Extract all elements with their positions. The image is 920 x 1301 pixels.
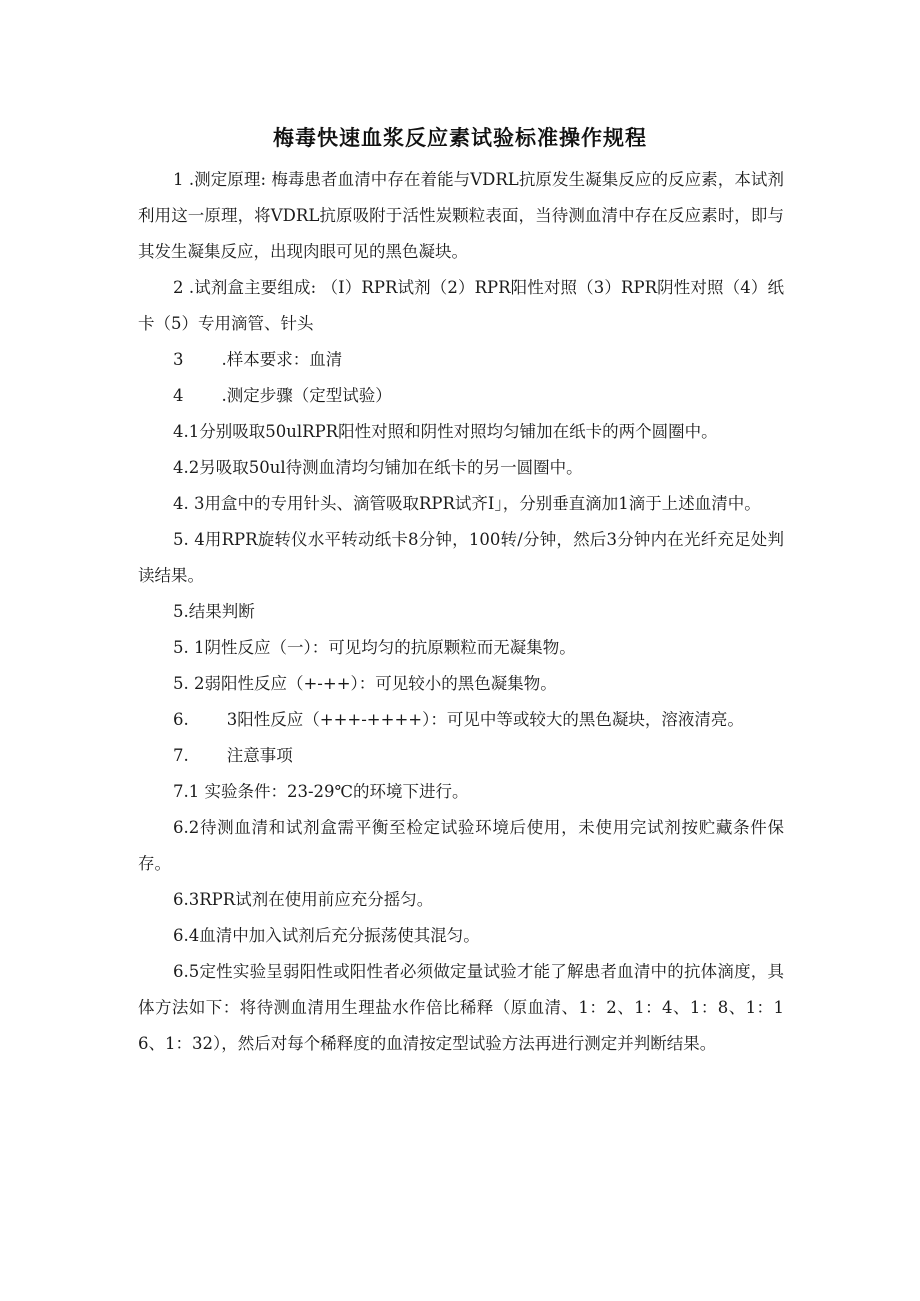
step-4-1: 4.1分别吸取50ulRPR阳性对照和阴性对照均匀铺加在纸卡的两个圆圈中。 — [173, 422, 718, 441]
section-7-notes — [138, 738, 784, 774]
result-5-2: 5. 2弱阳性反应（+-++）：可见较小的黑色凝集物。 — [173, 674, 557, 693]
section-4-procedure — [138, 378, 784, 414]
result-5-1: 5. 1阴性反应（一）：可见均匀的抗原颗粒而无凝集物。 — [173, 638, 576, 657]
section-2-kit-components: 2 .试剂盒主要组成: （I）RPR试剂（2）RPR阳性对照（3）RPR阴性对照（4）纸卡（5）专用滴管、针头 — [138, 278, 784, 333]
section-4-text: .测定步骤（定型试验） — [221, 386, 392, 405]
section-7-text: 注意事项 — [226, 746, 293, 765]
section-4-number: 4 — [173, 386, 184, 405]
document-title: 梅毒快速血浆反应素试验标准操作规程 — [273, 126, 647, 150]
document-body — [138, 162, 784, 1062]
note-7-1: 7.1 实验条件：23-29℃的环境下进行。 — [173, 782, 469, 801]
step-4-3: 4. 3用盒中的专用针头、滴管吸取RPR试齐I」，分别垂直滴加1滴于上述血清中。 — [173, 494, 761, 513]
section-7-number: 7. — [173, 746, 189, 765]
step-4-2: 4.2另吸取50ul待测血清均匀铺加在纸卡的另一圆圈中。 — [173, 458, 583, 477]
section-3-sample — [138, 342, 784, 378]
result-6-3 — [138, 702, 784, 738]
section-1-principle: 1 .测定原理: 梅毒患者血清中存在着能与VDRL抗原发生凝集反应的反应素，本试剂利用这一原理，将VDRL抗原吸附于活性炭颗粒表面，当待测血清中存在反应素时，即与其发生凝集反应，出现肉眼可见的黑色凝块。 — [138, 170, 784, 261]
note-6-3: 6.3RPR试剂在使用前应充分摇匀。 — [173, 890, 434, 909]
section-5-results: 5.结果判断 — [173, 602, 255, 621]
note-6-5: 6.5定性实验呈弱阳性或阳性者必须做定量试验才能了解患者血清中的抗体滴度，具体方法如下：将待测血清用生理盐水作倍比稀释（原血清、1：2、1：4、1：8、1：16、1：32），然后对每个稀释度的血清按定型试验方法再进行测定并判断结果。 — [138, 962, 784, 1053]
section-3-number: 3 — [173, 350, 184, 369]
section-3-text: .样本要求：血清 — [221, 350, 343, 369]
result-6-number: 6. — [173, 710, 189, 729]
note-6-2: 6.2待测血清和试剂盒需平衡至检定试验环境后使用，未使用完试剂按贮藏条件保存。 — [138, 818, 784, 873]
note-6-4: 6.4血清中加入试剂后充分振荡使其混匀。 — [173, 926, 480, 945]
result-6-text: 3阳性反应（+++-++++）：可见中等或较大的黑色凝块，溶液清亮。 — [226, 710, 744, 729]
step-5-4: 5. 4用RPR旋转仪水平转动纸卡8分钟，100转/分钟，然后3分钟内在光纤充足处判读结果。 — [138, 530, 784, 585]
